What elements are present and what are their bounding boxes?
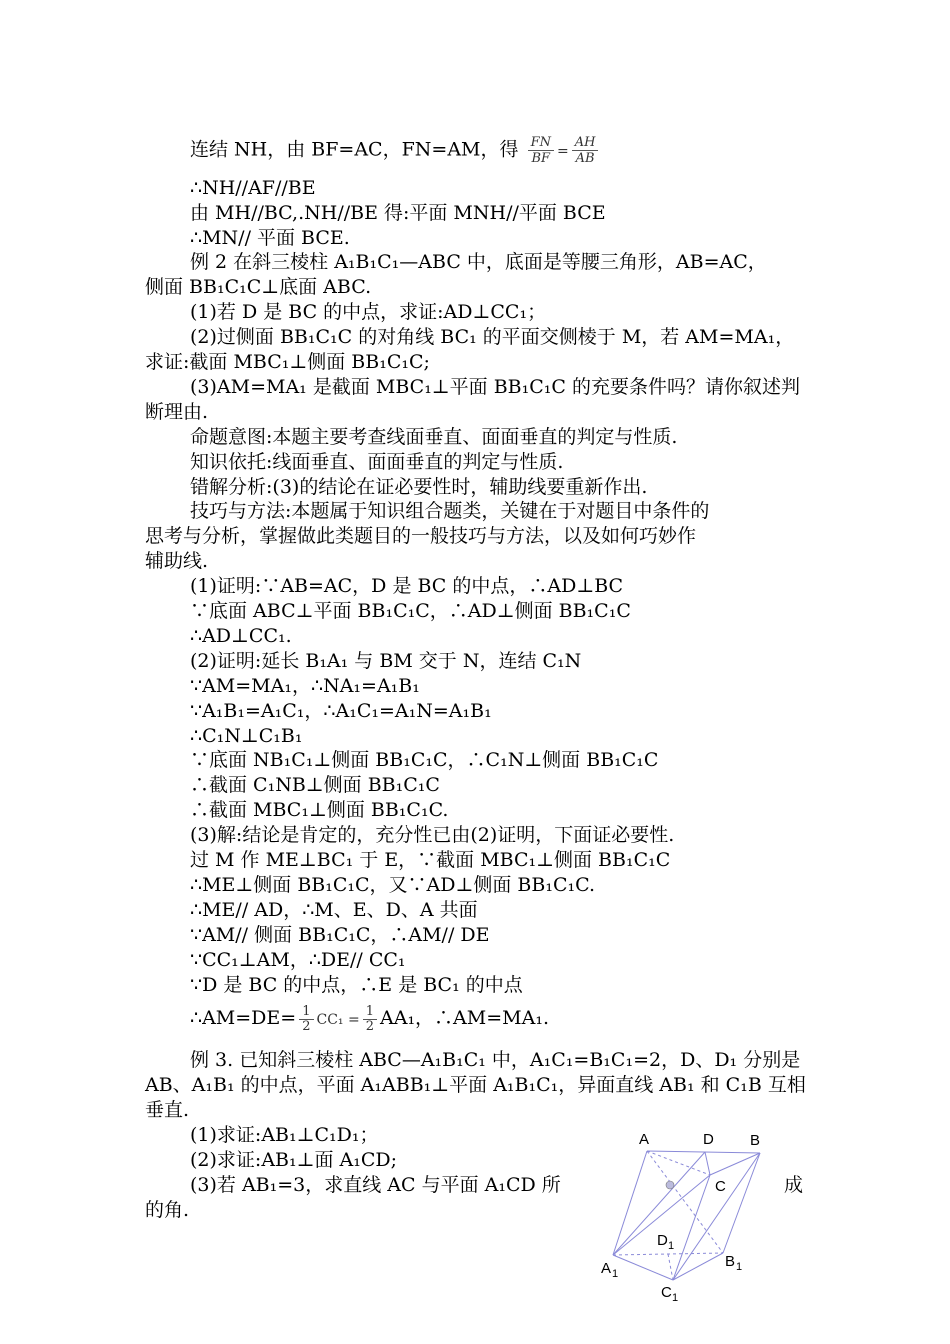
label-b1-sub: 1 — [736, 1261, 743, 1273]
line-14: 错解分析:(3)的结论在证必要性时，辅助线要重新作出. — [190, 476, 648, 498]
line-41-end: 成 — [784, 1174, 804, 1196]
line-25: ∵底面 NB₁C₁⊥侧面 BB₁C₁C，∴C₁N⊥侧面 BB₁C₁C — [190, 749, 659, 771]
line-19: ∵底面 ABC⊥平面 BB₁C₁C，∴AD⊥侧面 BB₁C₁C — [190, 600, 631, 622]
line-2: ∴NH//AF//BE — [190, 177, 316, 199]
line-15: 技巧与方法:本题属于知识组合题类，关键在于对题目中条件的 — [190, 500, 710, 522]
line-3: 由 MH//BC,.NH//BE 得:平面 MNH//平面 BCE — [190, 202, 606, 224]
line-21: (2)证明:延长 B₁A₁ 与 BM 交于 N，连结 C₁N — [190, 650, 582, 672]
edge-ab — [647, 1151, 760, 1153]
line-30: ∴ME⊥侧面 BB₁C₁C，又∵AD⊥侧面 BB₁C₁C. — [190, 874, 596, 896]
edge-aa1 — [613, 1151, 647, 1255]
label-b1: B — [725, 1253, 736, 1270]
prism-figure — [595, 1125, 785, 1305]
line-1 — [190, 135, 601, 166]
line-22: ∵AM=MA₁，∴NA₁=A₁B₁ — [190, 675, 420, 697]
edge-ac — [647, 1151, 710, 1175]
line-1-text: 连结 NH，由 BF=AC，FN=AM，得 — [190, 138, 519, 161]
line-35-end: AA₁，∴AM=MA₁. — [380, 1007, 549, 1029]
line-12: 命题意图:本题主要考查线面垂直、面面垂直的判定与性质. — [190, 426, 678, 448]
line-5: 例 2 在斜三棱柱 A₁B₁C₁—ABC 中，底面是等腰三角形，AB=AC， — [190, 251, 767, 273]
line-29: 过 M 作 ME⊥BC₁ 于 E，∵截面 MBC₁⊥侧面 BB₁C₁C — [190, 849, 671, 871]
line-36: 例 3. 已知斜三棱柱 ABC—A₁B₁C₁ 中，A₁C₁=B₁C₁=2，D、D₁ 分别是 — [190, 1049, 801, 1071]
line-28: (3)解:结论是肯定的，充分性已由(2)证明，下面证必要性. — [190, 824, 675, 846]
label-c1: C — [661, 1284, 672, 1301]
line-39: (1)求证:AB₁⊥C₁D₁； — [190, 1124, 379, 1146]
line-31: ∴ME// AD，∴M、E、D、A 共面 — [190, 899, 478, 921]
label-a1: A — [601, 1260, 612, 1277]
line-d1c1 — [668, 1254, 673, 1280]
edge-b1c1 — [673, 1253, 723, 1280]
line-35-mid: CC₁ = — [316, 1012, 360, 1028]
fraction-half-2: $\frac{1}{2}$ — [363, 1005, 377, 1034]
line-35 — [190, 1003, 549, 1035]
edge-a1c1 — [613, 1255, 673, 1280]
line-37: AB、A₁B₁ 的中点，平面 A₁ABB₁⊥平面 A₁B₁C₁，异面直线 AB₁ 和 C₁B 互相 — [145, 1074, 806, 1096]
line-11: 断理由. — [145, 401, 209, 423]
line-8: (2)过侧面 BB₁C₁C 的对角线 BC₁ 的平面交侧棱于 M，若 AM=MA₁， — [190, 326, 795, 348]
line-13: 知识依托:线面垂直、面面垂直的判定与性质. — [190, 451, 564, 473]
edge-bb1 — [723, 1153, 760, 1253]
line-6: 侧面 BB₁C₁C⊥底面 ABC. — [145, 276, 372, 298]
line-33: ∵CC₁⊥AM，∴DE// CC₁ — [190, 949, 406, 971]
label-a: A — [639, 1131, 650, 1148]
equals-sign: = — [556, 143, 569, 160]
line-20: ∴AD⊥CC₁. — [190, 625, 292, 647]
line-10: (3)AM=MA₁ 是截面 MBC₁⊥平面 BB₁C₁C 的充要条件吗？请你叙述判 — [190, 376, 800, 398]
fraction-half-1: $\frac{1}{2}$ — [299, 1005, 313, 1034]
line-40: (2)求证:AB₁⊥面 A₁CD; — [190, 1149, 398, 1171]
fraction-fn-bf: $\frac{FN}{BF}$ — [528, 135, 554, 166]
line-27: ∴截面 MBC₁⊥侧面 BB₁C₁C. — [190, 799, 449, 821]
line-24: ∴C₁N⊥C₁B₁ — [190, 725, 303, 747]
line-32: ∵AM// 侧面 BB₁C₁C，∴AM// DE — [190, 924, 490, 946]
line-35-start: ∴AM=DE= — [190, 1007, 297, 1029]
line-16: 思考与分析，掌握做此类题目的一般技巧与方法，以及如何巧妙作 — [145, 525, 697, 547]
line-26: ∴截面 C₁NB⊥侧面 BB₁C₁C — [190, 774, 440, 796]
label-c1-sub: 1 — [672, 1292, 679, 1304]
line-42: 的角. — [145, 1199, 190, 1221]
label-a1-sub: 1 — [612, 1268, 619, 1280]
line-23: ∵A₁B₁=A₁C₁，∴A₁C₁=A₁N=A₁B₁ — [190, 700, 492, 722]
label-d1-sub: 1 — [668, 1240, 675, 1252]
line-9: 求证:截面 MBC₁⊥侧面 BB₁C₁C; — [145, 351, 430, 373]
line-18: (1)证明:∵AB=AC，D 是 BC 的中点，∴AD⊥BC — [190, 575, 624, 597]
label-c: C — [715, 1178, 726, 1195]
line-17: 辅助线. — [145, 550, 209, 572]
line-7: (1)若 D 是 BC 的中点，求证:AD⊥CC₁； — [190, 301, 547, 323]
label-b: B — [750, 1132, 761, 1149]
label-d: D — [703, 1131, 714, 1148]
line-dc — [705, 1152, 710, 1175]
line-41: (3)若 AB₁=3，求直线 AC 与平面 A₁CD 所 — [190, 1174, 561, 1196]
line-38: 垂直. — [145, 1099, 190, 1121]
fraction-ah-ab: $\frac{AH}{AB}$ — [572, 135, 599, 166]
line-34: ∵D 是 BC 的中点，∴E 是 BC₁ 的中点 — [190, 974, 523, 996]
line-4: ∴MN// 平面 BCE. — [190, 227, 350, 249]
point-marker — [666, 1181, 674, 1189]
label-d1: D — [657, 1232, 668, 1249]
